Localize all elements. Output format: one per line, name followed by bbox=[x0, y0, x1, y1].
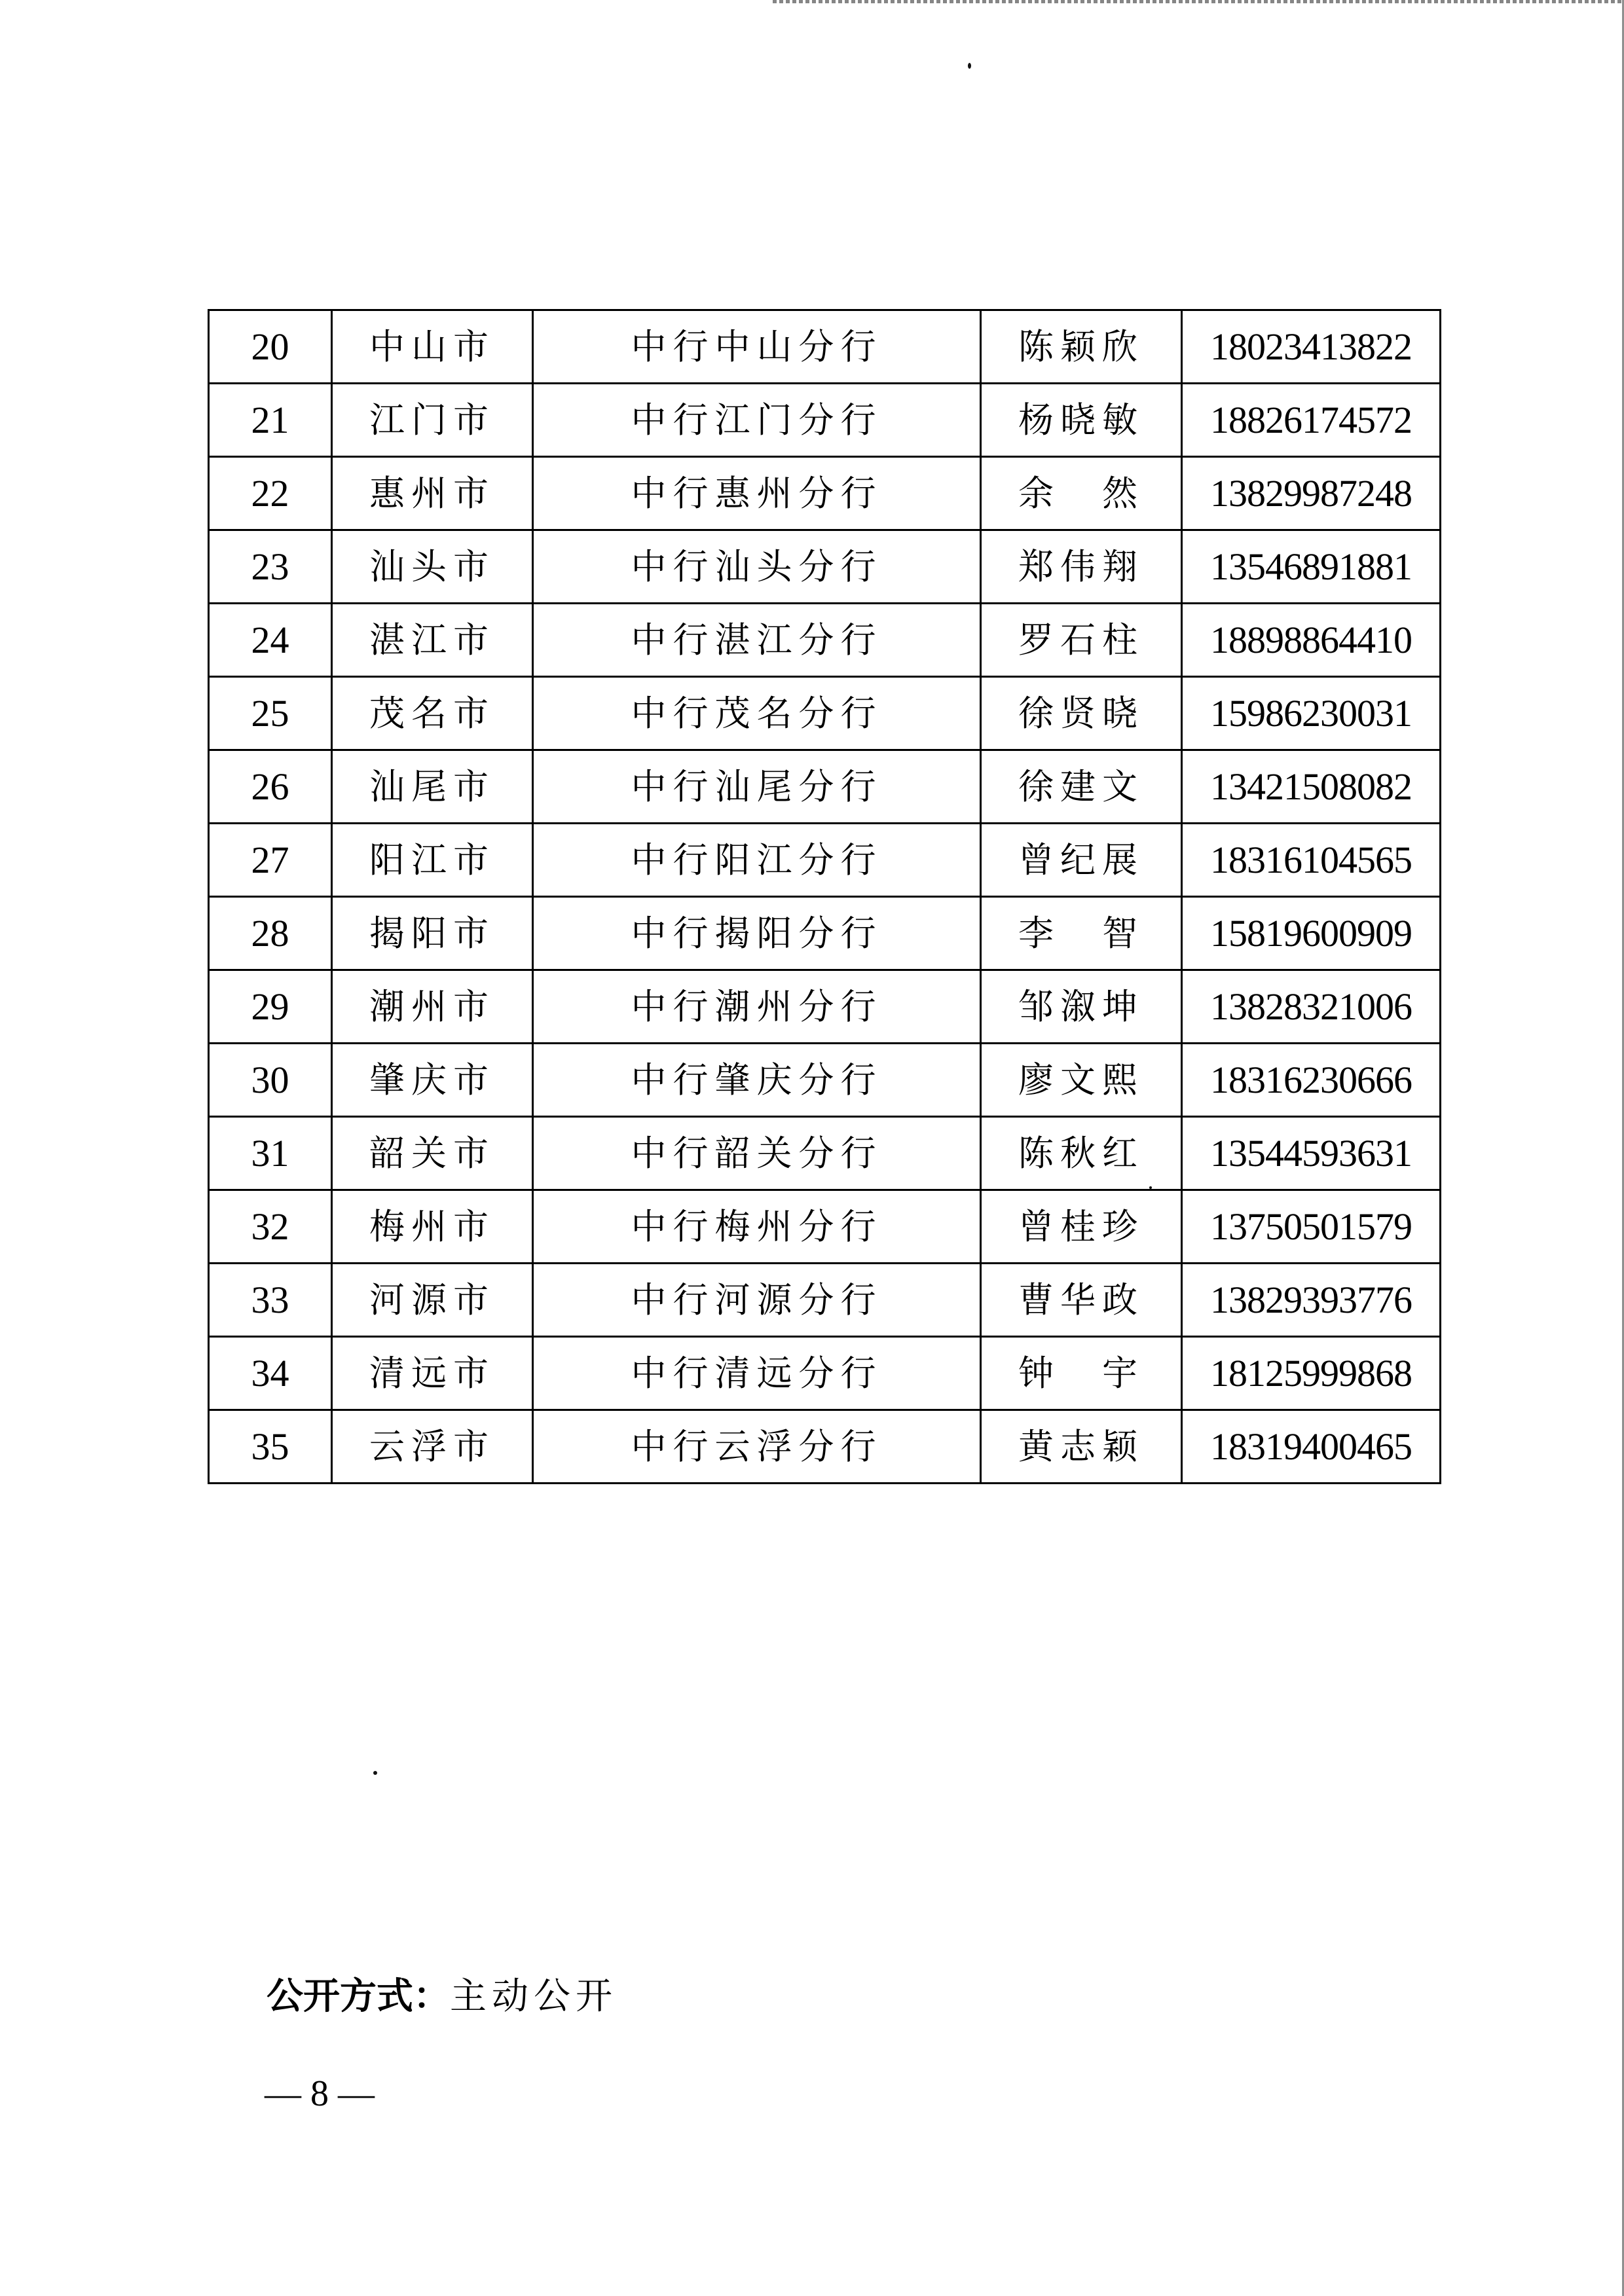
phone-cell: 13828321006 bbox=[1182, 970, 1441, 1044]
phone-cell: 18023413822 bbox=[1182, 310, 1441, 384]
table-row bbox=[209, 1190, 1441, 1264]
contact-name-cell: 徐建文 bbox=[981, 750, 1182, 824]
city-cell: 江门市 bbox=[332, 384, 533, 457]
contact-name-cell: 邹溆坤 bbox=[981, 970, 1182, 1044]
table-row bbox=[209, 750, 1441, 824]
row-number: 28 bbox=[209, 897, 332, 970]
phone-cell: 13829987248 bbox=[1182, 457, 1441, 530]
contact-name-cell: 曹华政 bbox=[981, 1264, 1182, 1337]
row-number: 23 bbox=[209, 530, 332, 604]
branch-cell: 中行河源分行 bbox=[533, 1264, 981, 1337]
branch-cell: 中行汕尾分行 bbox=[533, 750, 981, 824]
row-number: 34 bbox=[209, 1337, 332, 1410]
row-number: 30 bbox=[209, 1044, 332, 1117]
branch-cell: 中行梅州分行 bbox=[533, 1190, 981, 1264]
disclosure-method bbox=[267, 1975, 618, 2018]
phone-cell: 18319400465 bbox=[1182, 1410, 1441, 1484]
branch-cell: 中行云浮分行 bbox=[533, 1410, 981, 1484]
row-number: 32 bbox=[209, 1190, 332, 1264]
contact-name-cell: 李 智 bbox=[981, 897, 1182, 970]
disclosure-label: 公开方式： bbox=[267, 1975, 450, 2018]
row-number: 25 bbox=[209, 677, 332, 750]
phone-cell: 13829393776 bbox=[1182, 1264, 1441, 1337]
row-number: 21 bbox=[209, 384, 332, 457]
branch-cell: 中行清远分行 bbox=[533, 1337, 981, 1410]
phone-cell: 13546891881 bbox=[1182, 530, 1441, 604]
city-cell: 肇庆市 bbox=[332, 1044, 533, 1117]
table-row bbox=[209, 1264, 1441, 1337]
phone-cell: 15819600909 bbox=[1182, 897, 1441, 970]
row-number: 33 bbox=[209, 1264, 332, 1337]
branch-cell: 中行湛江分行 bbox=[533, 604, 981, 677]
phone-cell: 18125999868 bbox=[1182, 1337, 1441, 1410]
city-cell: 中山市 bbox=[332, 310, 533, 384]
city-cell: 云浮市 bbox=[332, 1410, 533, 1484]
table-row bbox=[209, 310, 1441, 384]
city-cell: 梅州市 bbox=[332, 1190, 533, 1264]
table-row bbox=[209, 1117, 1441, 1190]
contact-name-cell: 曾桂珍 bbox=[981, 1190, 1182, 1264]
row-number: 24 bbox=[209, 604, 332, 677]
row-number: 20 bbox=[209, 310, 332, 384]
table-row bbox=[209, 1337, 1441, 1410]
contact-name-cell: 余 然 bbox=[981, 457, 1182, 530]
contact-name-cell: 陈颖欣 bbox=[981, 310, 1182, 384]
table-row bbox=[209, 970, 1441, 1044]
contact-name-cell: 钟 宇 bbox=[981, 1337, 1182, 1410]
branch-cell: 中行揭阳分行 bbox=[533, 897, 981, 970]
phone-cell: 13421508082 bbox=[1182, 750, 1441, 824]
contact-name-cell: 黄志颖 bbox=[981, 1410, 1182, 1484]
row-number: 22 bbox=[209, 457, 332, 530]
row-number: 29 bbox=[209, 970, 332, 1044]
table-row bbox=[209, 897, 1441, 970]
contact-name-cell: 徐贤晓 bbox=[981, 677, 1182, 750]
row-number: 27 bbox=[209, 824, 332, 897]
contact-name-cell: 郑伟翔 bbox=[981, 530, 1182, 604]
branch-cell: 中行肇庆分行 bbox=[533, 1044, 981, 1117]
phone-cell: 18898864410 bbox=[1182, 604, 1441, 677]
phone-cell: 13750501579 bbox=[1182, 1190, 1441, 1264]
table-row bbox=[209, 1410, 1441, 1484]
phone-cell: 18316230666 bbox=[1182, 1044, 1441, 1117]
city-cell: 汕头市 bbox=[332, 530, 533, 604]
city-cell: 茂名市 bbox=[332, 677, 533, 750]
contact-name-cell: 罗石柱 bbox=[981, 604, 1182, 677]
city-cell: 揭阳市 bbox=[332, 897, 533, 970]
table-row bbox=[209, 457, 1441, 530]
contact-name-cell: 杨晓敏 bbox=[981, 384, 1182, 457]
row-number: 35 bbox=[209, 1410, 332, 1484]
city-cell: 清远市 bbox=[332, 1337, 533, 1410]
branch-cell: 中行惠州分行 bbox=[533, 457, 981, 530]
table-row bbox=[209, 530, 1441, 604]
disclosure-value: 主动公开 bbox=[450, 1975, 618, 2018]
table-row bbox=[209, 1044, 1441, 1117]
phone-cell: 13544593631 bbox=[1182, 1117, 1441, 1190]
contact-name-cell: 廖文熙 bbox=[981, 1044, 1182, 1117]
table-row bbox=[209, 824, 1441, 897]
branch-contact-table-body bbox=[209, 310, 1441, 1484]
branch-cell: 中行汕头分行 bbox=[533, 530, 981, 604]
branch-contact-table bbox=[208, 309, 1441, 1484]
phone-cell: 15986230031 bbox=[1182, 677, 1441, 750]
city-cell: 阳江市 bbox=[332, 824, 533, 897]
branch-cell: 中行阳江分行 bbox=[533, 824, 981, 897]
row-number: 31 bbox=[209, 1117, 332, 1190]
city-cell: 潮州市 bbox=[332, 970, 533, 1044]
branch-cell: 中行中山分行 bbox=[533, 310, 981, 384]
scan-speck bbox=[373, 1771, 377, 1775]
branch-cell: 中行茂名分行 bbox=[533, 677, 981, 750]
city-cell: 湛江市 bbox=[332, 604, 533, 677]
branch-cell: 中行韶关分行 bbox=[533, 1117, 981, 1190]
contact-name-cell: 陈秋红 bbox=[981, 1117, 1182, 1190]
table-row bbox=[209, 604, 1441, 677]
scan-artifact-top-edge bbox=[773, 0, 1624, 3]
table-row bbox=[209, 677, 1441, 750]
city-cell: 河源市 bbox=[332, 1264, 533, 1337]
contact-name-cell: 曾纪展 bbox=[981, 824, 1182, 897]
city-cell: 韶关市 bbox=[332, 1117, 533, 1190]
phone-cell: 18826174572 bbox=[1182, 384, 1441, 457]
page-number: — 8 — bbox=[265, 2073, 375, 2114]
row-number: 26 bbox=[209, 750, 332, 824]
branch-cell: 中行江门分行 bbox=[533, 384, 981, 457]
table-row bbox=[209, 384, 1441, 457]
phone-cell: 18316104565 bbox=[1182, 824, 1441, 897]
city-cell: 惠州市 bbox=[332, 457, 533, 530]
branch-cell: 中行潮州分行 bbox=[533, 970, 981, 1044]
scan-speck bbox=[968, 63, 971, 69]
city-cell: 汕尾市 bbox=[332, 750, 533, 824]
